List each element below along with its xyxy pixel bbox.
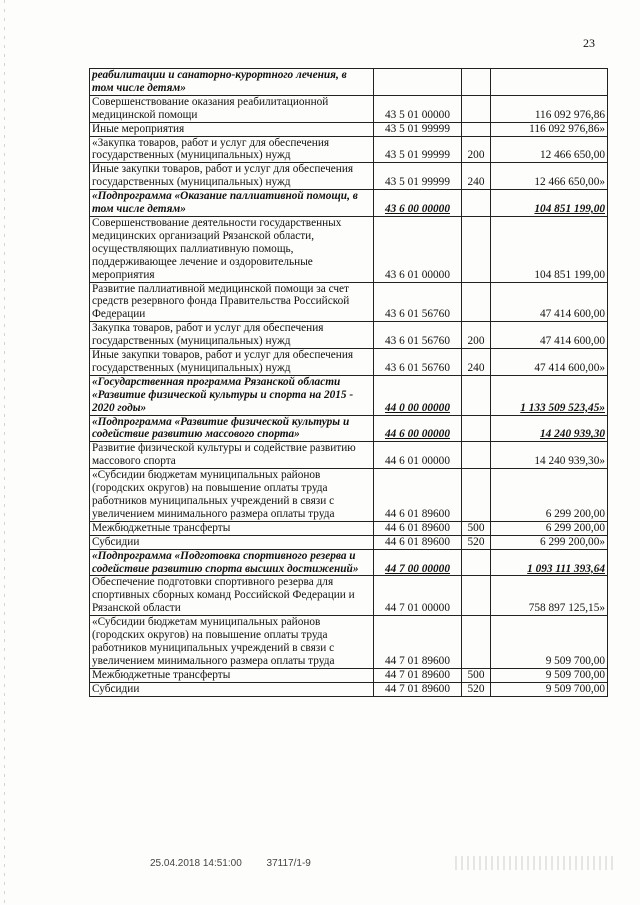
cell-name: Иные мероприятия [90, 122, 374, 136]
cell-code: 44 6 00 00000 [374, 415, 462, 442]
cell-name: Субсидии [90, 535, 374, 549]
cell-expense-type: 200 [462, 322, 491, 349]
cell-name: Иные закупки товаров, работ и услуг для обеспечения государственных (муниципальных) нужд [90, 163, 374, 190]
cell-name: реабилитации и санаторно-курортного лечения, в том числе детям» [90, 69, 374, 96]
cell-code: 43 5 01 00000 [374, 95, 462, 122]
cell-code: 43 5 01 99999 [374, 122, 462, 136]
cell-amount: 12 466 650,00» [491, 163, 608, 190]
cell-amount: 1 133 509 523,45» [491, 375, 608, 415]
faded-stamp [455, 856, 615, 870]
cell-name: Обеспечение подготовки спортивного резерва для спортивных сборных команд Российской Федерации и Рязанской области [90, 576, 374, 616]
table-row [90, 521, 608, 535]
cell-name: Межбюджетные трансферты [90, 668, 374, 682]
cell-amount: 9 509 700,00 [491, 616, 608, 669]
cell-name: Развитие физической культуры и содействие развитию массового спорта [90, 442, 374, 469]
footer-doc-id: 37117/1-9 [266, 858, 311, 869]
cell-amount: 47 414 600,00» [491, 349, 608, 376]
footer-timestamp: 25.04.2018 14:51:00 [150, 858, 242, 869]
table-row [90, 682, 608, 696]
cell-expense-type [462, 469, 491, 522]
cell-code: 43 5 01 99999 [374, 136, 462, 163]
cell-name: «Подпрограмма «Оказание паллиативной помощи, в том числе детям» [90, 190, 374, 217]
footer [150, 858, 333, 869]
cell-expense-type: 520 [462, 682, 491, 696]
scan-edge-artifact [4, 0, 5, 905]
table-row [90, 190, 608, 217]
table-row [90, 282, 608, 322]
table-row [90, 163, 608, 190]
table-row [90, 122, 608, 136]
cell-code: 44 7 01 89600 [374, 682, 462, 696]
cell-code: 44 6 01 89600 [374, 469, 462, 522]
cell-expense-type [462, 95, 491, 122]
cell-amount: 1 093 111 393,64 [491, 549, 608, 576]
table-row [90, 69, 608, 96]
cell-amount: 47 414 600,00 [491, 322, 608, 349]
cell-expense-type: 240 [462, 163, 491, 190]
cell-name: Совершенствование оказания реабилитационной медицинской помощи [90, 95, 374, 122]
cell-code: 44 6 01 00000 [374, 442, 462, 469]
cell-expense-type [462, 442, 491, 469]
cell-expense-type [462, 122, 491, 136]
table-row [90, 136, 608, 163]
cell-code: 44 7 01 89600 [374, 616, 462, 669]
cell-expense-type: 500 [462, 668, 491, 682]
cell-name: «Подпрограмма «Подготовка спортивного резерва и содействие развитию спорта высших достижений» [90, 549, 374, 576]
cell-name: Совершенствование деятельности государственных медицинских организаций Рязанской области, осуществляющих паллиативную помощь, поддерживающее лечение и оздоровительные мероприятия [90, 216, 374, 282]
table-row [90, 549, 608, 576]
cell-amount: 14 240 939,30» [491, 442, 608, 469]
cell-expense-type: 520 [462, 535, 491, 549]
cell-code [374, 69, 462, 96]
cell-expense-type [462, 576, 491, 616]
cell-expense-type [462, 375, 491, 415]
cell-expense-type [462, 616, 491, 669]
table-row [90, 415, 608, 442]
cell-amount: 47 414 600,00 [491, 282, 608, 322]
cell-name: Межбюджетные трансферты [90, 521, 374, 535]
cell-amount: 104 851 199,00 [491, 216, 608, 282]
budget-table-body [90, 69, 608, 697]
cell-code: 43 6 00 00000 [374, 190, 462, 217]
cell-code: 44 6 01 89600 [374, 521, 462, 535]
cell-name: Закупка товаров, работ и услуг для обеспечения государственных (муниципальных) нужд [90, 322, 374, 349]
cell-expense-type [462, 415, 491, 442]
cell-code: 43 6 01 56760 [374, 349, 462, 376]
cell-code: 44 0 00 00000 [374, 375, 462, 415]
cell-amount [491, 69, 608, 96]
page-number: 23 [583, 36, 595, 50]
cell-code: 44 7 01 00000 [374, 576, 462, 616]
cell-expense-type [462, 216, 491, 282]
cell-amount: 104 851 199,00 [491, 190, 608, 217]
table-row [90, 95, 608, 122]
cell-code: 44 6 01 89600 [374, 535, 462, 549]
cell-expense-type [462, 282, 491, 322]
table-row [90, 469, 608, 522]
cell-name: Иные закупки товаров, работ и услуг для обеспечения государственных (муниципальных) нужд [90, 349, 374, 376]
cell-amount: 6 299 200,00» [491, 535, 608, 549]
cell-amount: 116 092 976,86» [491, 122, 608, 136]
table-row [90, 535, 608, 549]
cell-amount: 758 897 125,15» [491, 576, 608, 616]
table-row [90, 216, 608, 282]
budget-table [89, 68, 608, 697]
cell-name: Субсидии [90, 682, 374, 696]
cell-amount: 9 509 700,00 [491, 682, 608, 696]
cell-code: 43 6 01 56760 [374, 322, 462, 349]
cell-name: «Подпрограмма «Развитие физической культуры и содействие развитию массового спорта» [90, 415, 374, 442]
cell-amount: 6 299 200,00 [491, 521, 608, 535]
cell-code: 44 7 01 89600 [374, 668, 462, 682]
cell-name: «Государственная программа Рязанской области «Развитие физической культуры и спорта на 2015 - 2020 годы» [90, 375, 374, 415]
cell-expense-type: 200 [462, 136, 491, 163]
table-row [90, 576, 608, 616]
cell-amount: 14 240 939,30 [491, 415, 608, 442]
cell-code: 43 5 01 99999 [374, 163, 462, 190]
cell-name: «Закупка товаров, работ и услуг для обеспечения государственных (муниципальных) нужд [90, 136, 374, 163]
table-row [90, 349, 608, 376]
cell-name: «Субсидии бюджетам муниципальных районов (городских округов) на повышение оплаты труда работников муниципальных учреждений в связи с увеличением минимального размера оплаты труда [90, 616, 374, 669]
cell-expense-type [462, 69, 491, 96]
cell-amount: 116 092 976,86 [491, 95, 608, 122]
table-row [90, 442, 608, 469]
cell-name: «Субсидии бюджетам муниципальных районов (городских округов) на повышение оплаты труда работников муниципальных учреждений в связи с увеличением минимального размера оплаты труда [90, 469, 374, 522]
cell-amount: 9 509 700,00 [491, 668, 608, 682]
cell-name: Развитие паллиативной медицинской помощи за счет средств резервного фонда Правительства Российской Федерации [90, 282, 374, 322]
cell-expense-type: 500 [462, 521, 491, 535]
cell-amount: 12 466 650,00 [491, 136, 608, 163]
table-row [90, 375, 608, 415]
cell-expense-type: 240 [462, 349, 491, 376]
cell-code: 43 6 01 56760 [374, 282, 462, 322]
cell-code: 44 7 00 00000 [374, 549, 462, 576]
cell-amount: 6 299 200,00 [491, 469, 608, 522]
table-row [90, 616, 608, 669]
cell-expense-type [462, 549, 491, 576]
table-row [90, 322, 608, 349]
table-row [90, 668, 608, 682]
cell-code: 43 6 01 00000 [374, 216, 462, 282]
cell-expense-type [462, 190, 491, 217]
